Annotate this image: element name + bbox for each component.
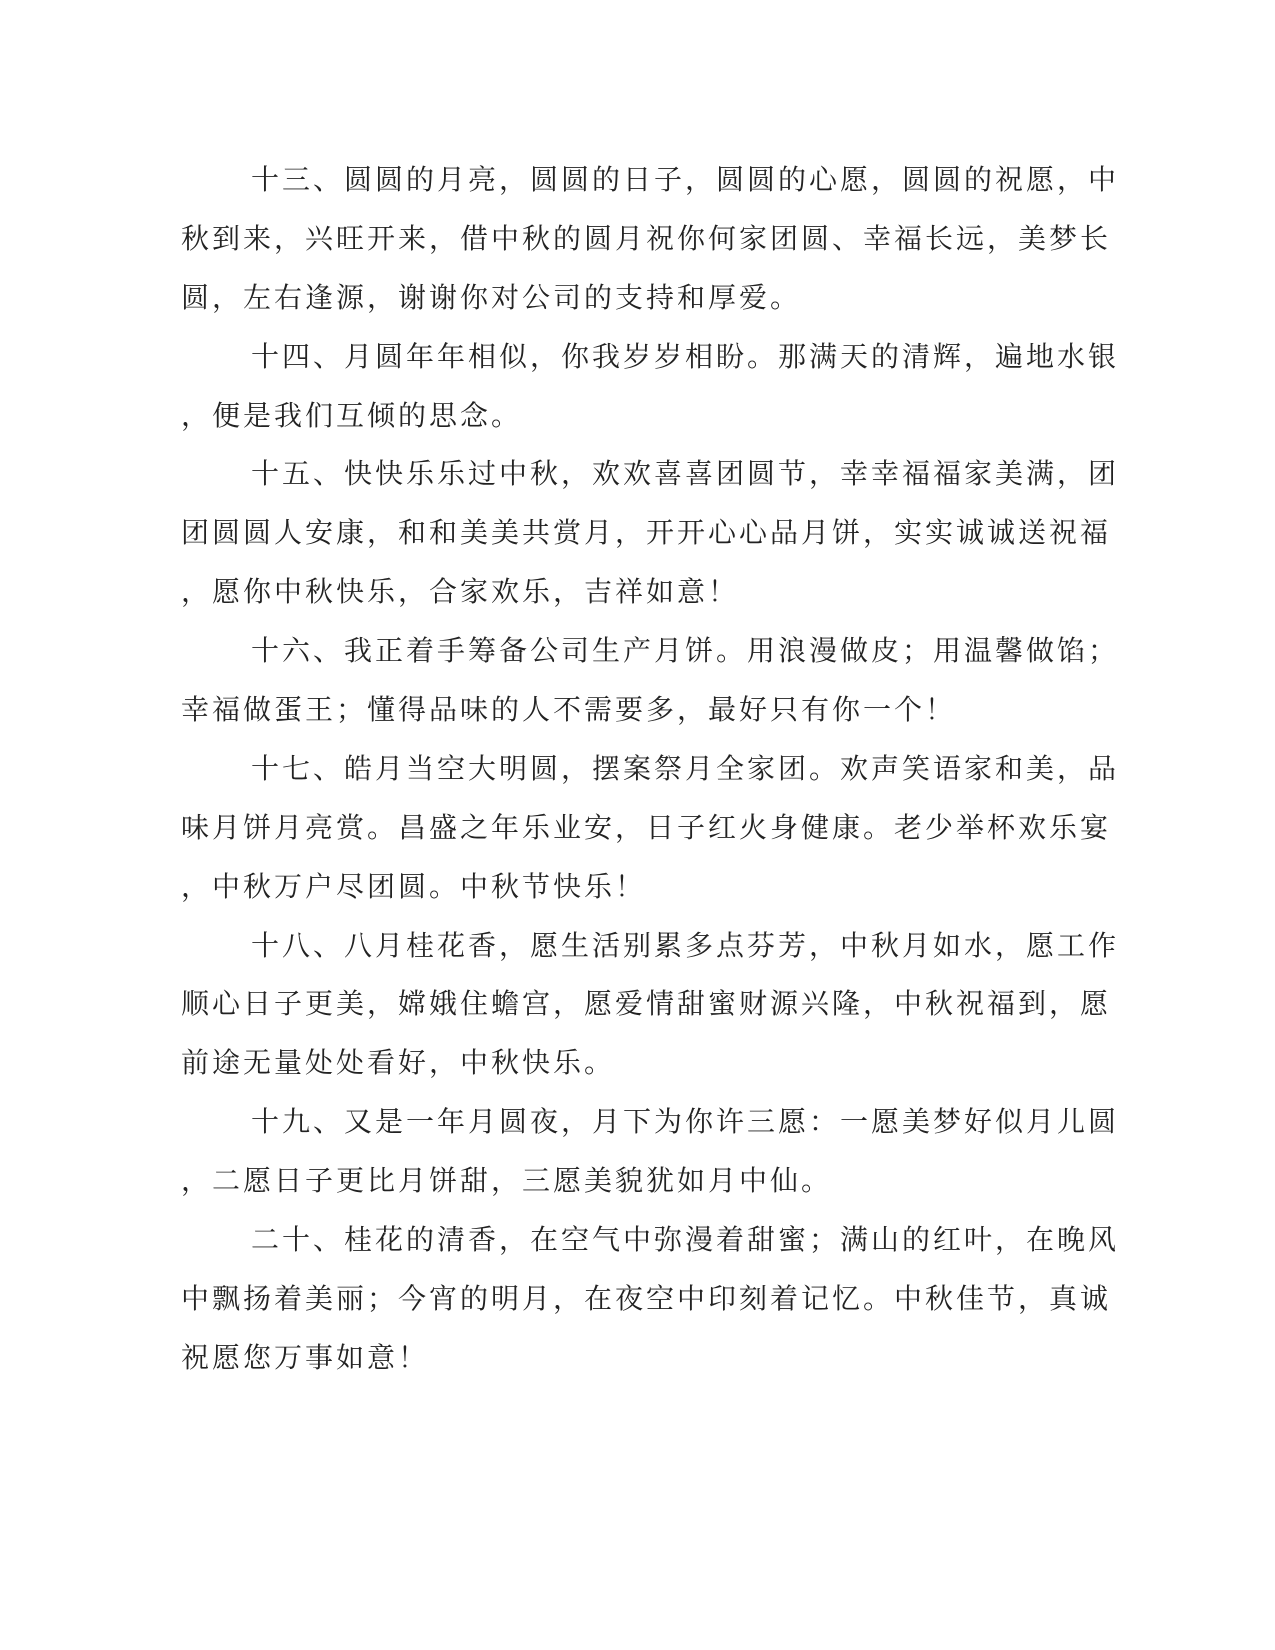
- text-line: 味月饼月亮赏。昌盛之年乐业安，日子红火身健康。老少举杯欢乐宴: [181, 810, 1112, 844]
- paragraph-19: [181, 1093, 1120, 1211]
- paragraph-18: [181, 917, 1120, 1094]
- document-body: [181, 151, 1120, 1388]
- paragraph-16: [181, 622, 1120, 740]
- text-line: 十八、八月桂花香，愿生活别累多点芬芳，中秋月如水，愿工作: [251, 928, 1120, 962]
- text-line: 圆，左右逢源，谢谢你对公司的支持和厚爱。: [181, 280, 802, 314]
- paragraph-20: [181, 1211, 1120, 1388]
- text-line: 前途无量处处看好，中秋快乐。: [181, 1046, 616, 1080]
- text-line: 祝愿您万事如意！: [181, 1340, 430, 1374]
- text-line: 中飘扬着美丽；今宵的明月，在夜空中印刻着记忆。中秋佳节，真诚: [181, 1281, 1112, 1315]
- text-line: 十三、圆圆的月亮，圆圆的日子，圆圆的心愿，圆圆的祝愿，中: [251, 163, 1120, 196]
- text-line: ，中秋万户尽团圆。中秋节快乐！: [181, 869, 647, 903]
- text-line: 十五、快快乐乐过中秋，欢欢喜喜团圆节，幸幸福福家美满，团: [251, 457, 1120, 491]
- text-line: 团圆圆人安康，和和美美共赏月，开开心心品月饼，实实诚诚送祝福: [181, 516, 1112, 550]
- text-line: 幸福做蛋王；懂得品味的人不需要多，最好只有你一个！: [181, 693, 957, 727]
- paragraph-13: [181, 151, 1120, 328]
- text-line: 顺心日子更美，嫦娥住蟾宫，愿爱情甜蜜财源兴隆，中秋祝福到，愿: [181, 987, 1112, 1021]
- text-line: 十九、又是一年月圆夜，月下为你许三愿：一愿美梦好似月儿圆: [251, 1105, 1120, 1139]
- text-line: ，愿你中秋快乐，合家欢乐，吉祥如意！: [181, 575, 740, 609]
- text-line: ，便是我们互倾的思念。: [181, 398, 523, 432]
- text-line: 十四、月圆年年相似，你我岁岁相盼。那满天的清辉，遍地水银: [251, 339, 1120, 373]
- paragraph-17: [181, 740, 1120, 917]
- paragraph-14: [181, 328, 1120, 446]
- text-line: 秋到来，兴旺开来，借中秋的圆月祝你何家团圆、幸福长远，美梦长: [181, 221, 1112, 255]
- text-line: 十七、皓月当空大明圆，摆案祭月全家团。欢声笑语家和美，品: [251, 751, 1120, 785]
- text-line: ，二愿日子更比月饼甜，三愿美貌犹如月中仙。: [181, 1164, 833, 1198]
- text-line: 二十、桂花的清香，在空气中弥漫着甜蜜；满山的红叶，在晚风: [251, 1223, 1120, 1257]
- paragraph-15: [181, 445, 1120, 622]
- text-line: 十六、我正着手筹备公司生产月饼。用浪漫做皮；用温馨做馅；: [251, 634, 1120, 668]
